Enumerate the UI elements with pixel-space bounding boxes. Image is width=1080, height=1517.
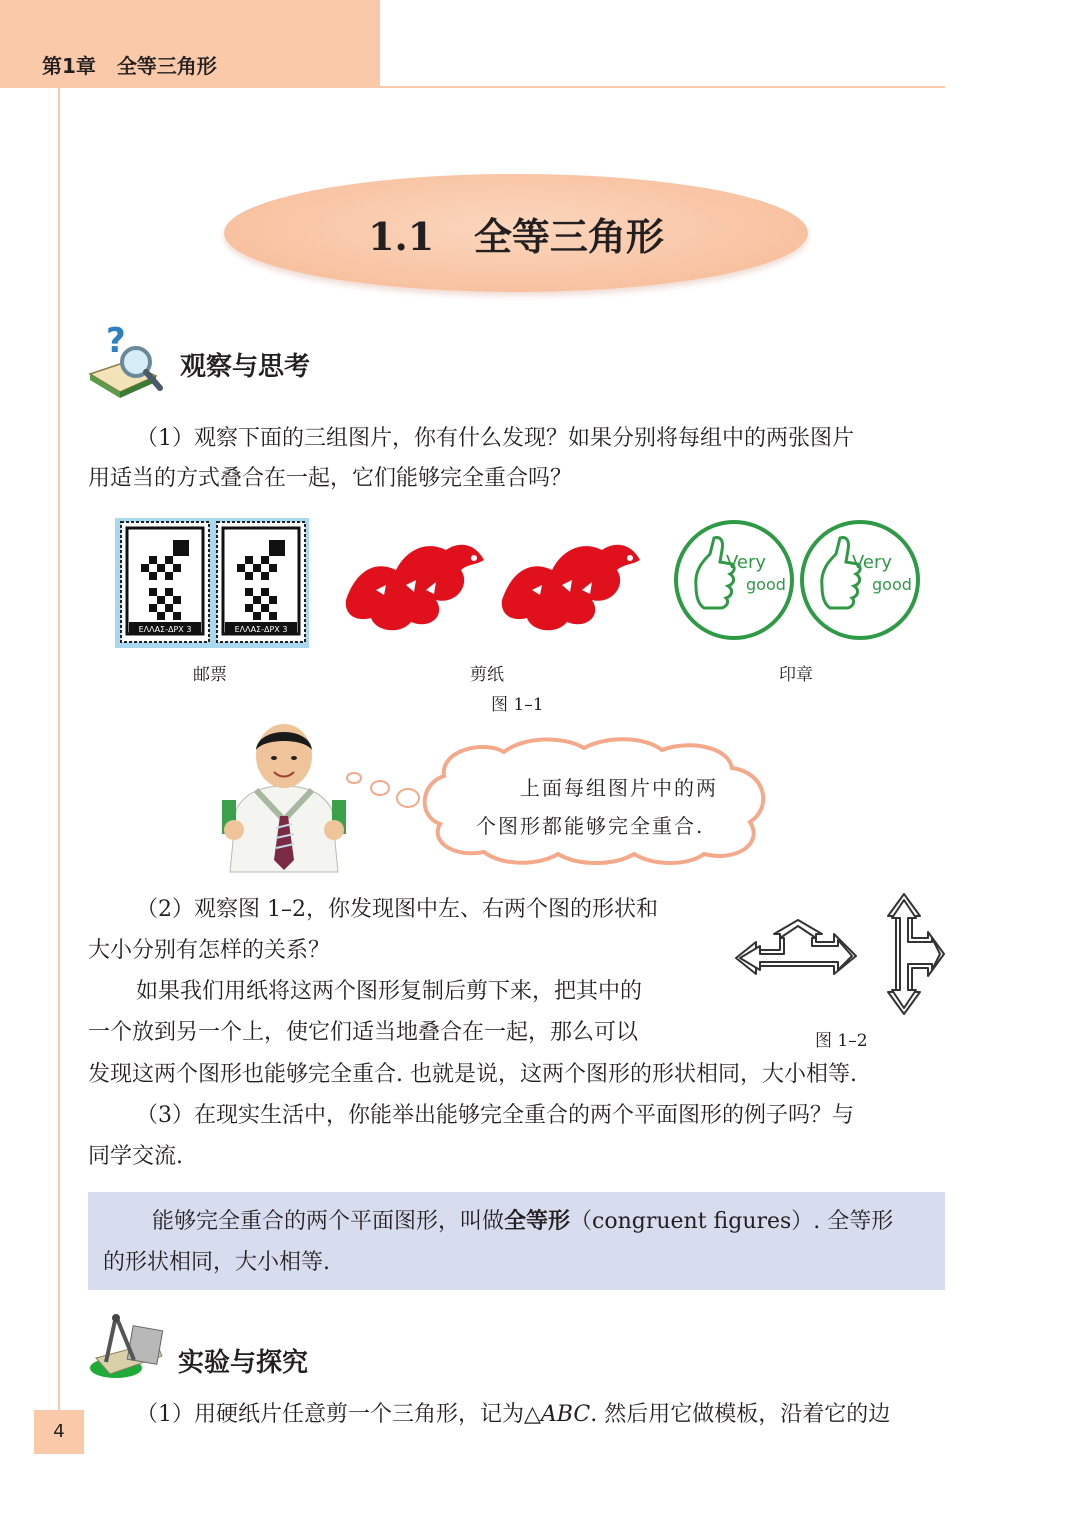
paper-cut-dragons xyxy=(336,530,646,640)
paragraph-3-line1: （3）在现实生活中，你能举出能够完全重合的两个平面图形的例子吗？与 xyxy=(136,1103,854,1128)
arrow-shape-horizontal xyxy=(736,920,856,974)
experiment-text-pre: （1）用硬纸片任意剪一个三角形，记为△ xyxy=(136,1402,541,1427)
header-rule xyxy=(380,86,945,88)
definition-line2: 的形状相同，大小相等. xyxy=(103,1250,330,1275)
caption-paper-cut: 剪纸 xyxy=(470,665,504,685)
figure-1-2-label: 图 1–2 xyxy=(815,1031,868,1051)
stamp-right xyxy=(217,522,305,642)
stamps-illustration xyxy=(115,518,309,648)
experiment-text-post: . 然后用它做模板，沿着它的边 xyxy=(590,1402,891,1427)
caption-seals: 印章 xyxy=(779,665,813,685)
bubble-line-1: 上面每组图片中的两 xyxy=(520,776,718,800)
svg-text:?: ? xyxy=(106,321,126,361)
seal-left-word-1: Very xyxy=(726,552,767,573)
chapter-title: 全等三角形 xyxy=(116,54,217,78)
definition-line1 xyxy=(152,1201,893,1242)
margin-rule xyxy=(58,88,60,1410)
section-heading-experiment: 实验与探究 xyxy=(178,1348,309,1378)
seal-left xyxy=(676,522,792,638)
stamp-left-text: ΕΛΛΑΣ-ΔΡΧ 3 xyxy=(138,625,192,634)
paragraph-2-line4: 一个放到另一个上，使它们适当地叠合在一起，那么可以 xyxy=(88,1020,639,1045)
definition-text-pre: 能够完全重合的两个平面图形，叫做 xyxy=(152,1209,505,1234)
section-title-text: 全等三角形 xyxy=(473,214,664,259)
paragraph-3-line2: 同学交流. xyxy=(88,1144,183,1169)
experiment-explore-icon xyxy=(86,1312,166,1384)
bubble-line-2: 个图形都能够完全重合. xyxy=(476,814,705,838)
seal-left-word-2: good xyxy=(746,575,786,594)
section-title xyxy=(224,206,808,261)
definition-term: 全等形 xyxy=(504,1209,571,1234)
experiment-paragraph-1 xyxy=(136,1394,890,1435)
figure-1-1-label: 图 1–1 xyxy=(491,695,544,715)
observe-think-icon xyxy=(86,318,170,404)
definition-text-post: （congruent figures）. 全等形 xyxy=(570,1209,894,1234)
dragon-right xyxy=(502,545,640,630)
arrow-shape-vertical xyxy=(888,894,944,1014)
stamp-right-text: ΕΛΛΑΣ-ΔΡΧ 3 xyxy=(234,625,288,634)
paragraph-2-line5: 发现这两个图形也能够完全重合. 也就是说，这两个图形的形状相同，大小相等. xyxy=(88,1062,857,1087)
page-number: 4 xyxy=(53,1421,65,1442)
chapter-header xyxy=(42,50,217,79)
seals-illustration xyxy=(674,520,920,644)
section-number: 1.1 xyxy=(368,214,435,259)
paragraph-1-line1: （1）观察下面的三组图片，你有什么发现？如果分别将每组中的两张图片 xyxy=(136,426,854,451)
stamp-left xyxy=(121,522,209,642)
caption-stamps: 邮票 xyxy=(193,665,227,685)
chapter-number: 第1章 xyxy=(42,54,96,78)
seal-right xyxy=(802,522,918,638)
seal-right-word-1: Very xyxy=(852,552,893,573)
figure-1-2-arrows xyxy=(734,892,948,1016)
paragraph-1-line2: 用适当的方式叠合在一起，它们能够完全重合吗？ xyxy=(88,466,573,491)
paragraph-2-line1: （2）观察图 1–2，你发现图中左、右两个图的形状和 xyxy=(136,897,658,922)
paragraph-2-line2: 大小分别有怎样的关系？ xyxy=(88,938,331,963)
section-heading-observe: 观察与思考 xyxy=(180,352,311,382)
triangle-label: ABC xyxy=(540,1402,591,1427)
boy-illustration xyxy=(216,720,352,872)
seal-right-word-2: good xyxy=(872,575,912,594)
dragon-left xyxy=(346,545,484,630)
paragraph-2-line3: 如果我们用纸将这两个图形复制后剪下来，把其中的 xyxy=(136,979,643,1004)
